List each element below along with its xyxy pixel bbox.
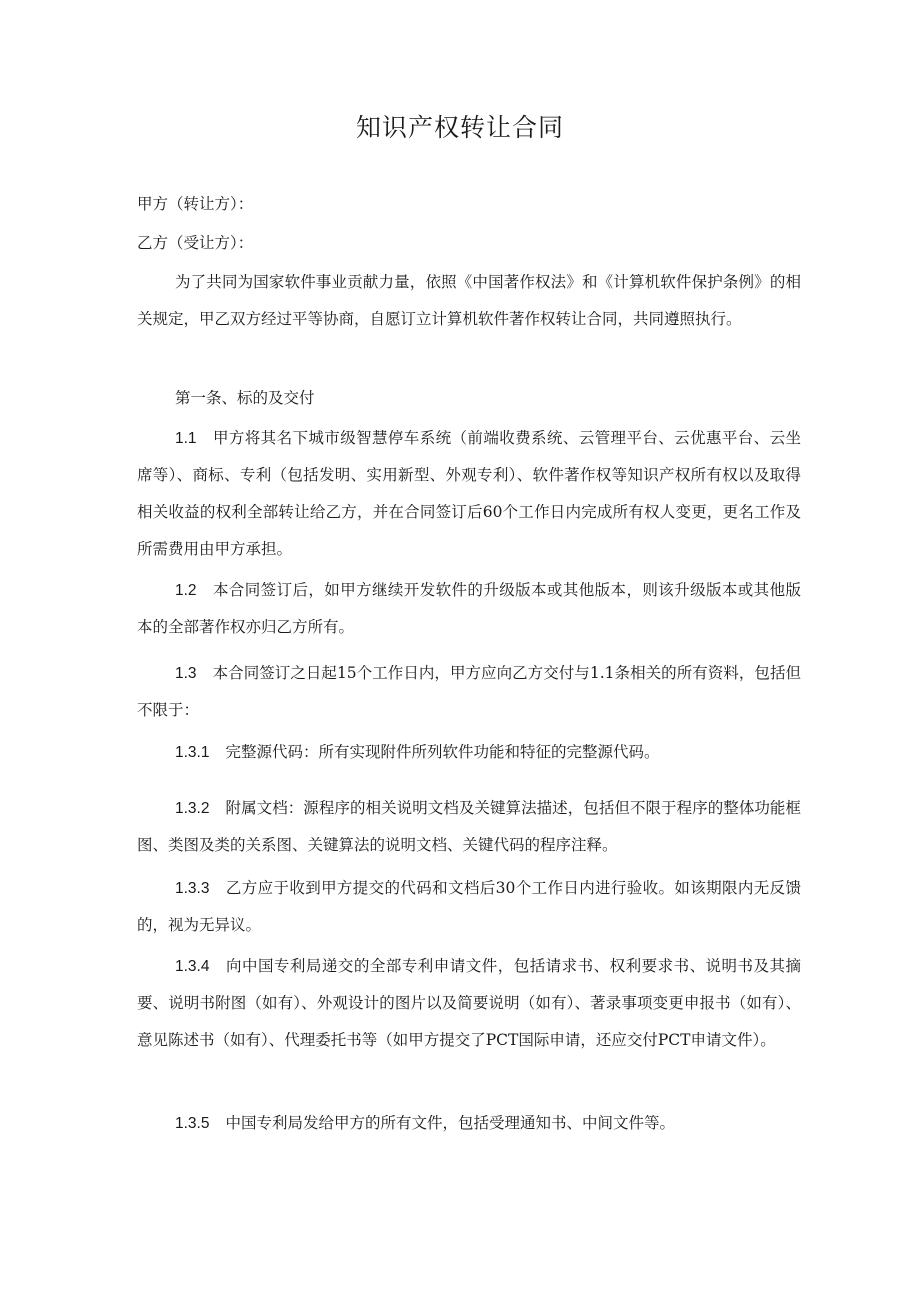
clause-1-3-5	[137, 1105, 801, 1142]
clause-text: 甲方将其名下城市级智慧停车系统（前端收费系统、云管理平台、云优惠平台、云坐席等）、商标、专利（包括发明、实用新型、外观专利）、软件著作权等知识产权所有权以及取得相关收益的权利全部转让给乙方，并在合同签订后60个工作日内完成所有权人变更，更名工作及所需费用由甲方承担。	[137, 429, 801, 558]
article-1-heading: 第一条、标的及交付	[175, 389, 315, 407]
clause-number: 1.3.1	[175, 744, 210, 761]
clause-text: 附属文档：源程序的相关说明文档及关键算法描述，包括但不限于程序的整体功能框图、类图及类的关系图、关键算法的说明文档、关键代码的程序注释。	[137, 799, 801, 854]
preamble-paragraph: 为了共同为国家软件事业贡献力量，依照《中国著作权法》和《计算机软件保护条例》的相关规定，甲乙双方经过平等协商，自愿订立计算机软件著作权转让合同，共同遵照执行。	[137, 273, 801, 328]
clause-1-3-4	[137, 948, 801, 1059]
clause-1-3-3	[137, 870, 801, 944]
clause-1-3-1	[137, 734, 801, 771]
clause-1-1	[137, 420, 801, 568]
clause-number: 1.3.3	[175, 880, 210, 897]
clause-text: 本合同签订后，如甲方继续开发软件的升级版本或其他版本，则该升级版本或其他版本的全部著作权亦归乙方所有。	[137, 581, 801, 636]
party-a-line: 甲方（转让方）：	[137, 195, 254, 213]
clause-number: 1.3.4	[175, 958, 210, 975]
clause-1-2	[137, 572, 801, 646]
clause-number: 1.2	[175, 582, 197, 599]
clause-number: 1.3.5	[175, 1115, 210, 1132]
clause-text: 中国专利局发给甲方的所有文件，包括受理通知书、中间文件等。	[225, 1114, 675, 1132]
document-title: 知识产权转让合同	[355, 113, 564, 142]
clause-text: 完整源代码：所有实现附件所列软件功能和特征的完整源代码。	[225, 743, 660, 761]
clause-number: 1.3.2	[175, 800, 210, 817]
clause-1-3	[137, 655, 801, 729]
clause-number: 1.3	[175, 665, 197, 682]
clause-number: 1.1	[175, 430, 197, 447]
clause-1-3-2	[137, 790, 801, 864]
clause-text: 乙方应于收到甲方提交的代码和文档后30个工作日内进行验收。如该期限内无反馈的，视为无异议。	[137, 879, 801, 934]
clause-text: 本合同签订之日起15个工作日内，甲方应向乙方交付与1.1条相关的所有资料，包括但不限于：	[137, 664, 801, 719]
party-b-line: 乙方（受让方）：	[137, 234, 254, 252]
clause-text: 向中国专利局递交的全部专利申请文件，包括请求书、权利要求书、说明书及其摘要、说明书附图（如有）、外观设计的图片以及简要说明（如有）、著录事项变更申报书（如有）、意见陈述书（如有）、代理委托书等（如甲方提交了PCT国际申请，还应交付PCT申请文件）。	[137, 957, 801, 1049]
